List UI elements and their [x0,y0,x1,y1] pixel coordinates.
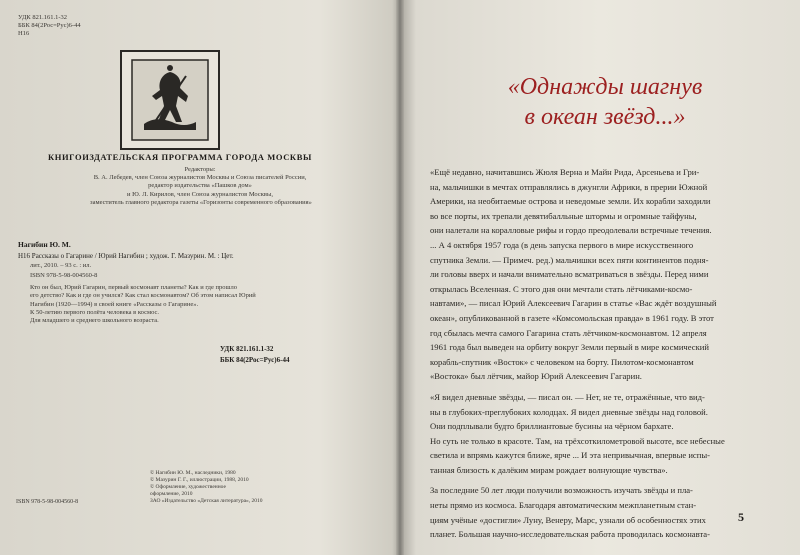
body-line: «Востока» был лётчик, майор Юрий Алексеевич Гагарин. [430,371,642,382]
author-name: Нагибин Ю. М. [18,240,71,249]
annotation-line: Кто он был, Юрий Гагарин, первый космонавт планеты? Как и где прошло [30,284,237,291]
udk-code: УДК 821.161.1-32 [220,345,274,353]
body-line: ... А 4 октября 1957 года (в день запуска первого в мире искусственного [430,239,694,250]
body-line: год сбылась мечта самого Гагарина стать лётчиком-космонавтом. 12 апреля [430,327,707,338]
isbn-catalog: ISBN 978-5-98-004560-8 [30,272,98,279]
body-line: светила и впрямь кажутся ближе, ярче ... И эта непривычная, впервые испы- [430,450,710,461]
copyright-line: © Мазурин Г. Г., иллюстрации, 1988, 2010 [150,477,249,483]
body-line: открылась Вселенная. С этого дня они мечтали стать лётчиками-космо- [430,283,693,294]
copyright-line: © Оформление, художественное [150,484,226,490]
body-line: корабль-спутник «Восток» с человеком на борту. Пилотом-космонавтом [430,356,694,367]
chapter-title [425,72,785,132]
body-line: 1961 года был выведен на орбиту вокруг Земли первый в мире космический [430,342,709,353]
copyright-block [150,470,263,505]
annotation-line: К 50-летию первого полёта человека в космос. [30,308,160,316]
body-line: Америки, на необитаемые острова и неведомые земли. Их корабли заходили [430,196,711,207]
body-line: «Я видел дневные звёзды, — писал он. — Нет, не те, отражённые, что вид- [430,391,705,402]
chapter-title-line: «Однажды шагнув [507,74,703,100]
chapter-title-line: в океан звёзд...» [524,104,686,130]
body-line: ли головы вверх и начали внимательно всматриваться в звёзды. Перед ними [430,269,709,280]
body-line: на, мальчишки в мечтах отправлялись в джунгли Африки, в прерии Южной [430,181,708,192]
book-spine-fold [396,0,404,555]
moscow-coat-of-arms-emblem [120,50,220,150]
annotation-line: Нагибин (1920—1994) в своей книге «Рассказы о Гагарине». [30,300,199,308]
author-mark: Н16 [18,30,30,37]
bbk-code: ББК 84(2Рос=Рус)6-44 [220,356,290,364]
copyright-line: ЗАО «Издательство «Детская литература», 2010 [150,498,263,504]
body-line: навтами», — писал Юрий Алексеевич Гагарин в статье «Вас ждёт воздушный [430,298,717,309]
editors-line: заместитель главного редактора газеты «Горизонты современного образования» [90,198,312,206]
body-line: планет. Большая научно-исследовательская работа проводилась космонавта- [430,529,710,540]
body-line: спутника Земли. — Примеч. ред.) мальчишки всех пяти континентов подня- [430,254,709,265]
body-line: океан», опубликованной в газете «Комсомольская правда» в 1961 году. В этот [430,312,714,323]
body-line: неты прямо из космоса. Благодаря автоматическим межпланетным стан- [430,500,697,511]
body-line: Они подплывали будто бриллиантовые бусины на чёрном бархате. [430,421,674,432]
editors-line: редактор издательства «Пашков дом» [148,182,252,190]
copyright-line: © Нагибин Ю. М., наследники, 1980 [150,470,236,476]
body-line: во все порты, их трепали девятибалльные штормы и огромные тайфуны, [430,210,697,221]
body-line: циям учёные «достигли» Луну, Венеру, Марс, узнали об особенностях этих [430,514,706,525]
copyright-line: оформление, 2010 [150,491,193,497]
body-line: «Ещё недавно, начитавшись Жюля Верна и Майн Рида, Арсеньева и Гри- [430,167,700,177]
editors-line: и Ю. Л. Кирилов, член Союза журналистов Москвы, [127,190,273,198]
body-line: они налетали на коралловые рифы и гордо преодолевали встречные течения. [430,225,712,236]
body-text [430,165,765,542]
catalog-line: Н16 Рассказы о Гагарине / Юрий Нагибин ; худож. Г. Мазурин. М. : Цет. [18,252,234,260]
body-line: За последние 50 лет люди получили возможность изучать звёзды и пла- [430,485,693,496]
program-title: КНИГОИЗДАТЕЛЬСКАЯ ПРОГРАММА ГОРОДА МОСКВЫ [48,152,312,162]
annotation-block [30,284,265,325]
body-line: танная близость к далёким мирам рождает волнующие чувства». [430,464,668,475]
editors-line: В. А. Лебедев, член Союза журналистов Москвы и Союза писателей России, [93,174,307,182]
editors-line: Редакторы: [184,166,216,173]
udk-block-top [18,14,81,38]
catalog-line-2: лит., 2010. – 93 с. : ил. [30,262,92,269]
annotation-line: его детство? Как и где он учился? Как стал космонавтом? Об этом написал Юрий [30,292,256,300]
bbk-line: ББК 84(2Рос=Рус)6-44 [18,22,81,29]
editors-block [90,166,310,207]
right-page [400,0,800,555]
udk-line: УДК 821.161.1-32 [18,14,68,21]
body-line: ны в глубоких-преглубоких колодцах. Я видел дневные звёзды над головой. [430,406,708,417]
annotation-line: Для младшего и среднего школьного возраста. [30,317,159,325]
isbn-bottom: ISBN 978-5-98-004560-8 [16,499,79,505]
body-line: Но суть не только в красоте. Там, на трёхсоткилометровой высоте, все небесные [430,435,725,446]
page-number: 5 [738,510,744,524]
